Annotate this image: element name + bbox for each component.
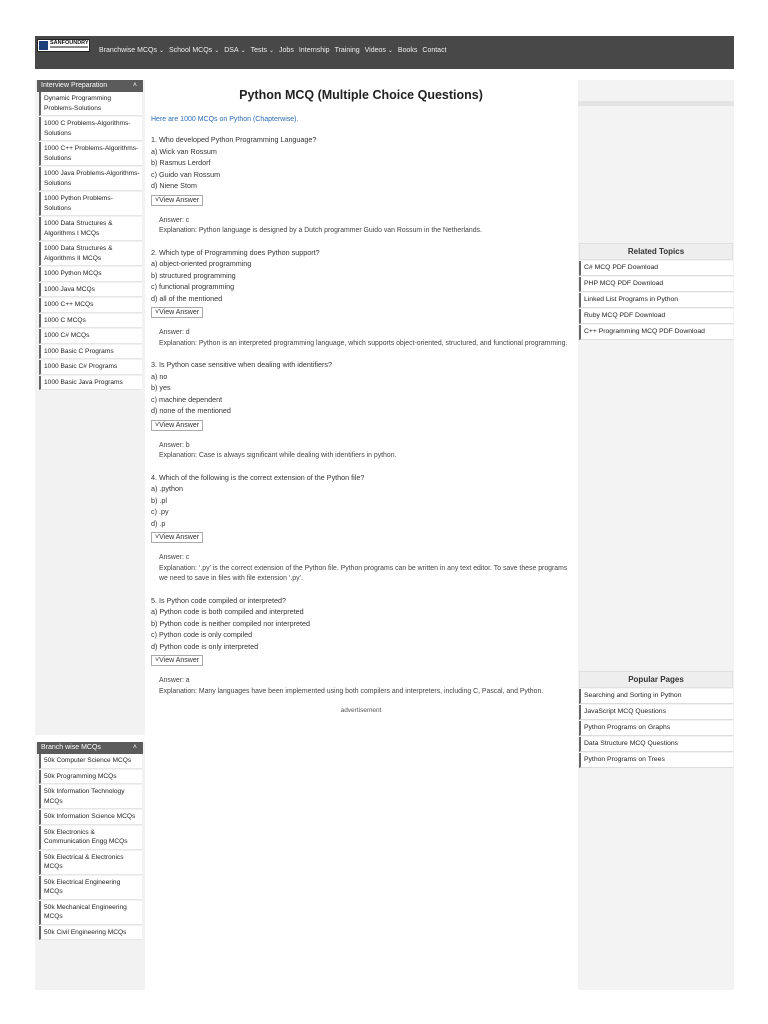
chevron-down-icon: ⌄ [240,48,246,54]
popular-page-link[interactable]: JavaScript MCQ Questions [579,705,733,720]
sidebar-branch-header[interactable] [37,742,143,754]
chevron-down-icon: ⌄ [269,48,275,54]
main-content [151,80,571,714]
answer-option: b) yes [151,383,171,392]
sidebar-branch-title: Branch wise MCQs [41,744,101,751]
answer-explanation: Explanation: Python language is designed by a Dutch programmer Guido van Rossum in the Netherlands. [159,227,482,234]
nav-item-label: Tests [250,47,267,54]
sidebar-item[interactable]: 1000 Java Problems-Algorithms-Solutions [39,167,142,191]
chevron-down-icon: ⌄ [387,48,393,54]
nav-item-label: Internship [298,47,330,54]
advertisement-label: advertisement [340,707,382,714]
nav-item-label: Branchwise MCQs [99,47,157,54]
nav-item[interactable] [169,47,219,54]
sidebar-item[interactable]: 1000 Data Structures & Algorithms II MCQs [39,242,142,266]
intro-link[interactable]: Here are 1000 MCQs on Python (Chapterwise). [151,116,299,123]
nav-item[interactable] [279,47,294,54]
view-answer-button[interactable] [151,420,203,431]
nav-item[interactable] [299,47,330,54]
sidebar-interview-header[interactable] [37,80,143,92]
answer-option: a) Python code is both compiled and interpreted [151,607,304,616]
nav-item-label: DSA [224,47,239,54]
sidebar-item[interactable]: 1000 Python Problems-Solutions [39,192,142,216]
chevron-down-icon: ⌄ [158,48,164,54]
sidebar-item[interactable]: 50k Electrical & Electronics MCQs [39,851,142,875]
answer-option: a) .python [151,484,183,493]
sidebar-item[interactable]: Dynamic Programming Problems-Solutions [39,92,142,116]
view-answer-button[interactable] [151,655,203,666]
popular-pages-list [579,689,733,768]
popular-page-link[interactable]: Data Structure MCQ Questions [579,737,733,752]
answer-option: d) all of the mentioned [151,293,223,303]
question-list [151,134,571,697]
sidebar-item[interactable]: 1000 C++ Problems-Algorithms-Solutions [39,142,142,166]
question-text: 4. Which of the following is the correct extension of the Python file? [151,472,365,482]
sidebar-item[interactable]: 50k Information Technology MCQs [39,785,142,809]
nav-item[interactable] [335,47,360,54]
view-answer-button[interactable] [151,195,203,206]
sidebar-item[interactable]: 1000 C++ MCQs [39,298,142,313]
answer-text: Answer: d [159,329,190,336]
sidebar-item[interactable]: 1000 Basic Java Programs [39,376,142,391]
view-answer-button[interactable] [151,307,203,318]
answer-panel [159,216,571,237]
question-text: 5. Is Python code compiled or interpreted? [151,595,287,605]
nav-item-label: School MCQs [169,47,213,54]
chevron-down-icon: ⌄ [214,48,220,54]
answer-explanation: Explanation: ‘.py’ is the correct extension of the Python file. Python programs can be written in any text editor. To save these programs we need to save in files with file extension ‘.py’. [159,564,568,582]
answer-option: a) object-oriented programming [151,259,252,268]
answer-option: a) Wick van Rossum [151,146,217,156]
related-topic-link[interactable]: C++ Programming MCQ PDF Download [579,325,733,340]
logo-tagline-bar [50,46,88,48]
nav-item-label: Books [397,47,418,54]
nav-item[interactable] [422,47,446,54]
answer-option: c) Python code is only compiled [151,630,253,639]
sidebar-item[interactable]: 1000 Java MCQs [39,283,142,298]
sidebar-item[interactable]: 50k Mechanical Engineering MCQs [39,901,142,925]
nav-item[interactable] [224,47,245,54]
chevron-up-icon[interactable]: ˄ [132,744,137,751]
sidebar-item[interactable]: 1000 C MCQs [39,314,142,329]
related-topics-box [579,243,733,340]
answer-text: Answer: b [159,441,190,449]
popular-page-link[interactable]: Searching and Sorting in Python [579,689,733,704]
page-title: Python MCQ (Multiple Choice Questions) [239,88,483,102]
sidebar-item[interactable]: 50k Electronics & Communication Engg MCQs [39,826,142,850]
nav-item[interactable] [398,47,417,54]
sidebar-interview-list [35,92,145,390]
sidebar-item[interactable]: 1000 C# MCQs [39,329,142,344]
nav-item[interactable] [251,47,274,54]
answer-option: b) Rasmus Lerdorf [151,158,211,167]
sidebar-item[interactable]: 1000 C Problems-Algorithms-Solutions [39,117,142,141]
answer-option: d) .p [151,518,166,528]
chevron-down-icon: ˅ [155,534,160,541]
view-answer-label: View Answer [159,196,200,204]
answer-option: b) structured programming [151,270,236,280]
main-nav [99,47,452,54]
view-answer-label: View Answer [159,657,200,664]
answer-option: b) .pl [151,495,167,505]
sidebar-branch-list [35,754,145,940]
sidebar-interview-preparation [35,80,145,735]
answer-panel [159,676,571,697]
nav-item-label: Jobs [279,47,294,54]
nav-item[interactable] [365,47,393,54]
chevron-down-icon: ˅ [155,657,160,664]
answer-text: Answer: c [159,554,190,561]
answer-panel [159,441,571,462]
sidebar-branch-mcqs [35,742,145,975]
sidebar-item[interactable]: 50k Programming MCQs [39,770,142,785]
question-block [151,472,571,585]
sidebar-item[interactable]: 50k Computer Science MCQs [39,754,142,769]
answer-option: c) functional programming [151,282,235,291]
question-block [151,595,571,698]
question-text: 2. Which type of Programming does Python support? [151,247,320,257]
answer-panel [159,328,571,349]
nav-item-label: Videos [364,47,386,54]
answer-option: c) .py [151,507,169,516]
sidebar-footer-space [35,975,145,990]
sidebar-item[interactable]: 50k Electrical Engineering MCQs [39,876,142,900]
answer-option: a) no [151,371,168,381]
chevron-down-icon: ˅ [155,196,160,204]
sidebar-item[interactable]: 1000 Python MCQs [39,267,142,282]
related-topic-link[interactable]: PHP MCQ PDF Download [579,277,733,292]
related-topics-list [579,261,733,340]
sidebar-interview-title: Interview Preparation [41,82,108,89]
popular-page-link[interactable]: Python Programs on Graphs [579,721,733,736]
view-answer-button[interactable] [151,532,203,543]
nav-item[interactable] [99,47,164,54]
sidebar-item[interactable]: 50k Civil Engineering MCQs [39,926,142,941]
related-topic-link[interactable]: Ruby MCQ PDF Download [579,309,733,324]
answer-option: d) none of the mentioned [151,406,231,415]
top-nav-bar [35,36,734,69]
answer-text: Answer: c [159,216,190,224]
answer-panel [159,553,571,585]
question-block [151,134,571,237]
answer-explanation: Explanation: Python is an interpreted programming language, which supports object-oriented, structured, and functional programming. [159,339,568,347]
chevron-down-icon: ˅ [155,421,160,429]
view-answer-label: View Answer [159,421,200,429]
answer-explanation: Explanation: Many languages have been implemented using both compilers and interpreters, including C, Pascal, and Python. [159,687,544,695]
right-column-divider [578,101,734,106]
answer-explanation: Explanation: Case is always significant while dealing with identifiers in python. [159,452,397,459]
question-text: 3. Is Python case sensitive when dealing with identifiers? [151,360,332,369]
sidebar-item[interactable]: 1000 Data Structures & Algorithms I MCQs [39,217,142,241]
chevron-up-icon[interactable]: ˄ [132,82,137,89]
logo-mark-icon [39,41,48,50]
site-logo[interactable] [37,39,90,52]
right-column [578,80,734,990]
nav-item-label: Contact [422,47,447,54]
answer-option: d) Niene Stom [151,181,197,190]
question-text: 1. Who developed Python Programming Language? [151,135,317,144]
question-block [151,247,571,350]
sidebar-item[interactable]: 1000 Basic C# Programs [39,360,142,375]
answer-option: c) machine dependent [151,394,223,404]
view-answer-label: View Answer [159,309,200,316]
answer-option: b) Python code is neither compiled nor interpreted [151,618,311,628]
answer-text: Answer: a [159,677,190,684]
logo-text: SANFOUNDRY [50,40,89,46]
popular-pages-title: Popular Pages [579,671,733,688]
chevron-down-icon: ˅ [155,309,160,316]
view-answer-label: View Answer [159,534,200,541]
sidebar-item[interactable]: 50k Information Science MCQs [39,810,142,825]
question-block [151,359,571,462]
related-topic-link[interactable]: C# MCQ PDF Download [579,261,733,276]
related-topics-title: Related Topics [579,243,733,260]
nav-item-label: Training [334,47,360,54]
answer-option: d) Python code is only interpreted [151,641,259,651]
popular-page-link[interactable]: Python Programs on Trees [579,753,733,768]
related-topic-link[interactable]: Linked List Programs in Python [579,293,733,308]
answer-option: c) Guido van Rossum [151,169,221,179]
sidebar-item[interactable]: 1000 Basic C Programs [39,345,142,360]
popular-pages-box [579,671,733,768]
